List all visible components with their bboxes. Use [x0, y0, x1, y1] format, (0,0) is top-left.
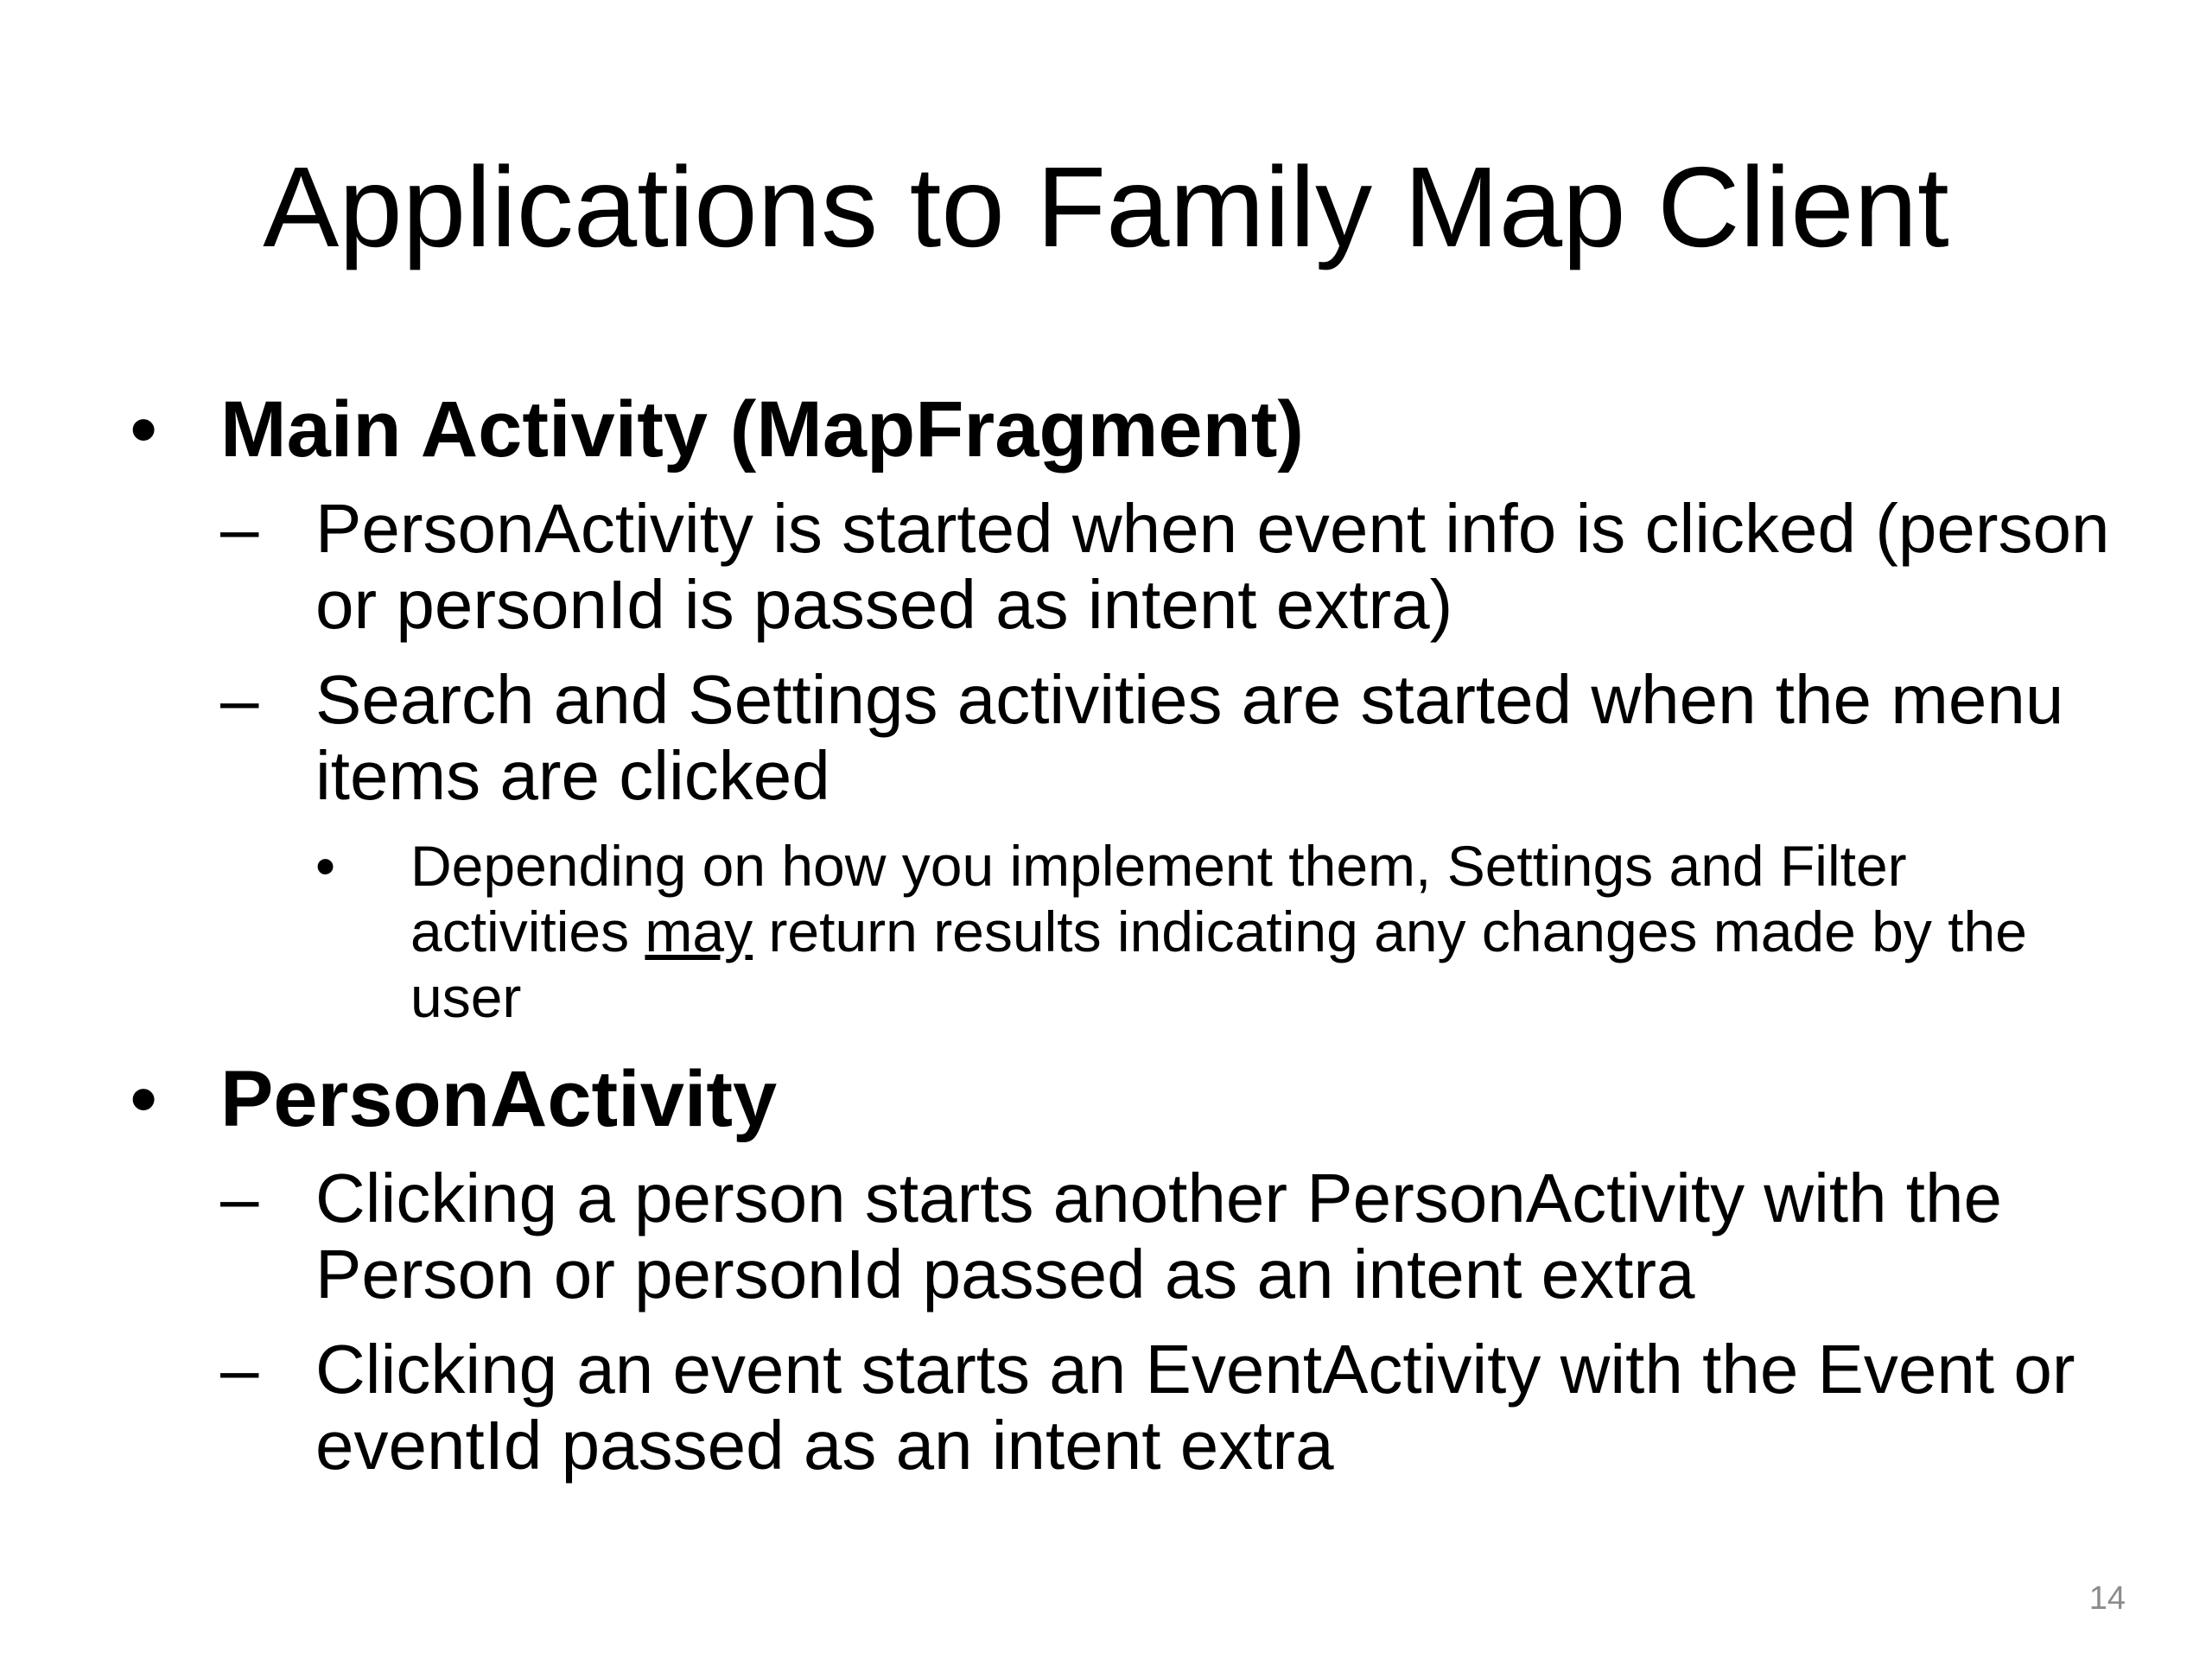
sub-bullet-text: Clicking a person starts another PersonActivity with the Person or personId passed as an intent extra — [315, 1160, 2002, 1313]
sub-bullet-text: Clicking an event starts an EventActivity with the Event or eventId passed as an intent extra — [315, 1331, 2075, 1484]
slide-content — [130, 385, 2117, 1503]
bullet-dot-icon: • — [130, 385, 158, 474]
slide-title: Applications to Family Map Client — [263, 143, 1949, 270]
text-after: return results indicating any changes made by the user — [410, 899, 2027, 1029]
sub-sub-bullet-text — [410, 834, 2027, 1029]
sub-bullet — [220, 1160, 2117, 1313]
dash-icon: – — [220, 490, 259, 567]
dash-icon: – — [220, 1160, 259, 1236]
bullet-heading: Main Activity (MapFragment) — [220, 385, 1305, 474]
sub-bullet — [220, 1332, 2117, 1484]
bullet-main-activity — [130, 385, 2117, 475]
underlined-word: may — [645, 899, 753, 963]
sub-bullet — [220, 491, 2117, 643]
bullet-heading: PersonActivity — [220, 1055, 778, 1143]
dash-icon: – — [220, 1331, 259, 1408]
page-number: 14 — [2088, 1580, 2126, 1617]
sub-bullet-text: Search and Settings activities are started when the menu items are clicked — [315, 661, 2064, 814]
sub-sub-bullet — [315, 833, 2117, 1030]
text-before: Depending on how you implement them, Settings and Filter activities — [410, 834, 1907, 963]
bullet-person-activity — [130, 1054, 2117, 1145]
dash-icon: – — [220, 661, 259, 738]
sub-bullet — [220, 662, 2117, 814]
bullet-dot-icon: • — [130, 1055, 158, 1143]
sub-bullet-text: PersonActivity is started when event info is clicked (person or personId is passed as intent extra) — [315, 490, 2110, 643]
bullet-dot-icon: • — [315, 834, 336, 898]
